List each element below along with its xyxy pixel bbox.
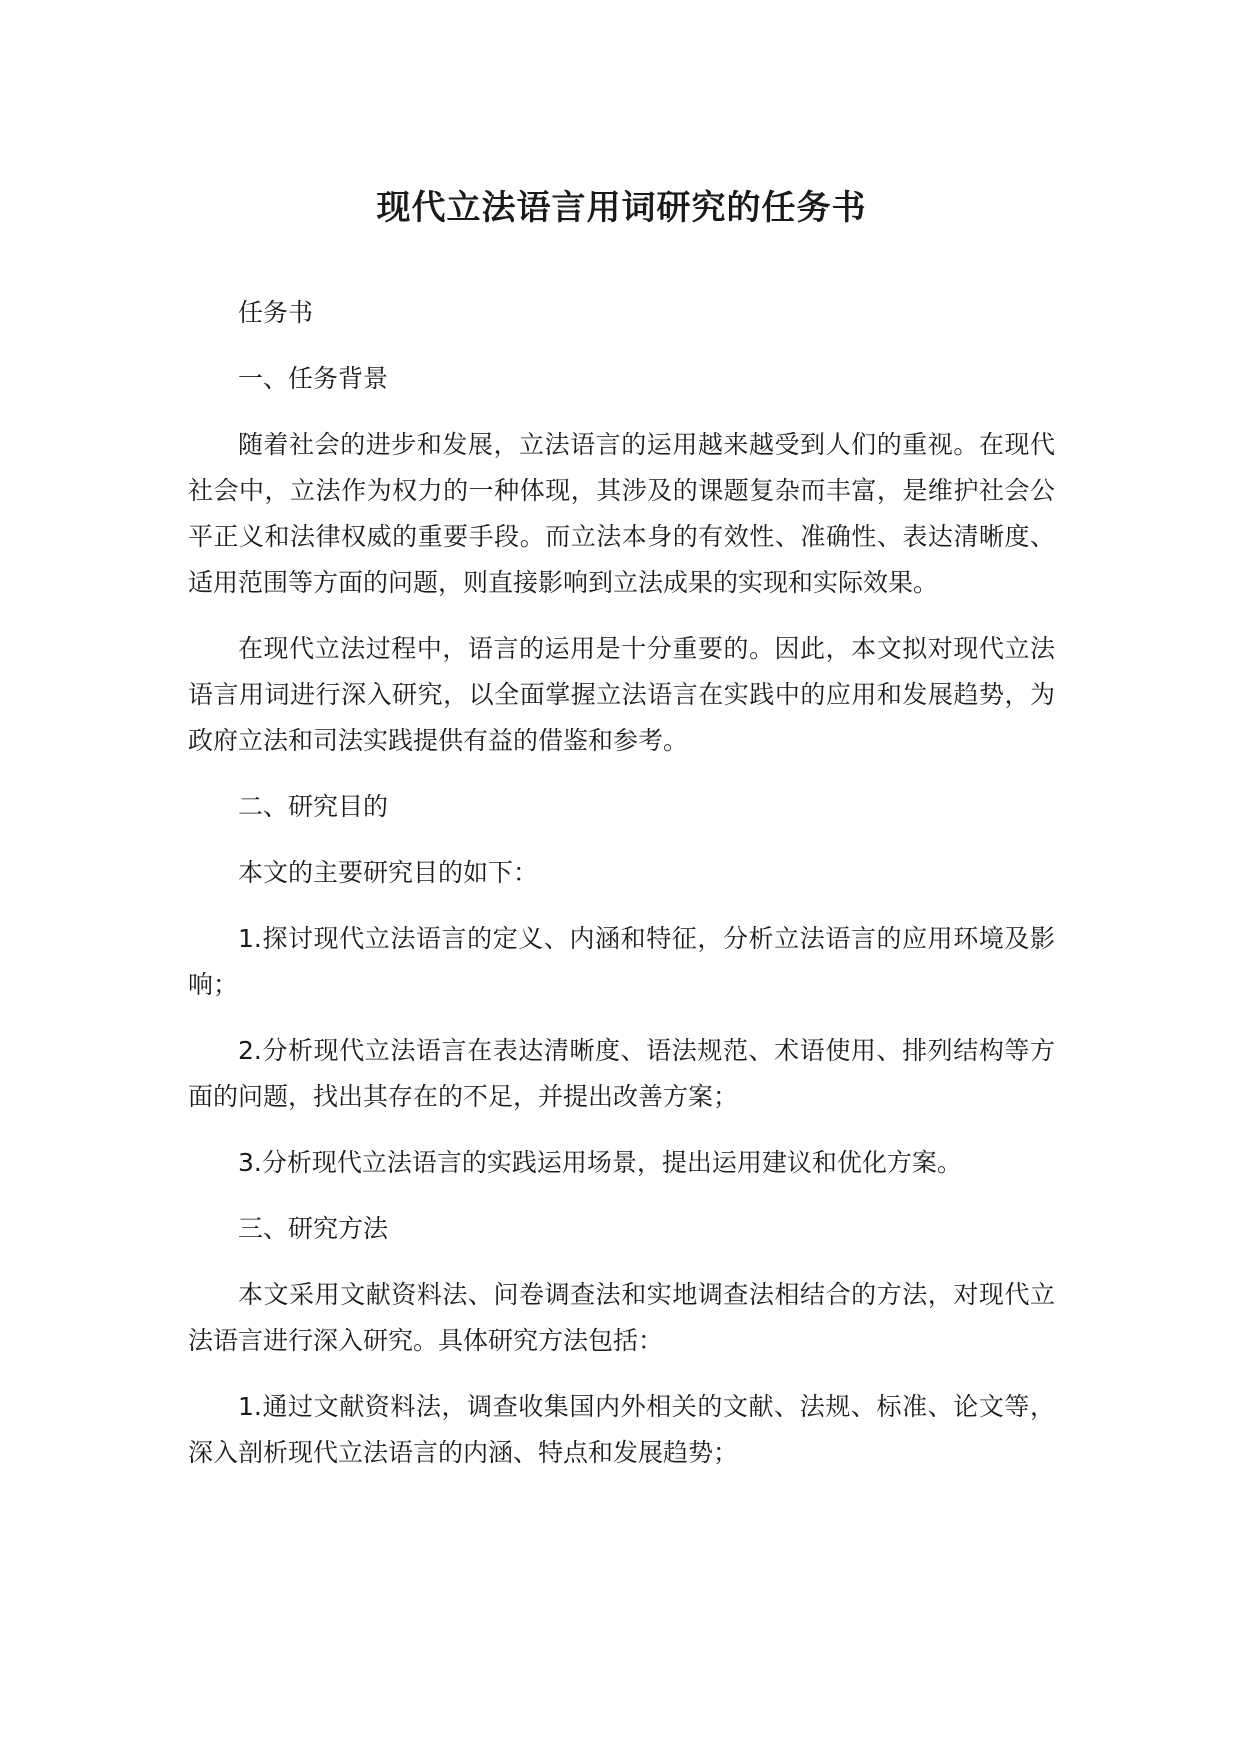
list-item-purpose-1: 1.探讨现代立法语言的定义、内涵和特征，分析立法语言的应用环境及影响； [188,924,1055,999]
heading-task-book: 任务书 [238,298,314,327]
paragraph-purpose-intro: 本文的主要研究目的如下： [238,858,539,887]
section-heading-purpose: 二、研究目的 [238,792,389,821]
paragraph-background-2: 在现代立法过程中，语言的运用是十分重要的。因此，本文拟对现代立法语言用词进行深入研究，以全面掌握立法语言在实践中的应用和发展趋势，为政府立法和司法实践提供有益的借鉴和参考。 [188,634,1055,755]
section-heading-method: 三、研究方法 [238,1214,389,1243]
list-item-purpose-2: 2.分析现代立法语言在表达清晰度、语法规范、术语使用、排列结构等方面的问题，找出其存在的不足，并提出改善方案； [188,1036,1055,1111]
document-body [188,290,1055,1476]
list-item-purpose-3: 3.分析现代立法语言的实践运用场景，提出运用建议和优化方案。 [238,1148,962,1177]
list-item-method-1: 1.通过文献资料法，调查收集国内外相关的文献、法规、标准、论文等，深入剖析现代立法语言的内涵、特点和发展趋势； [188,1392,1055,1467]
paragraph-background-1: 随着社会的进步和发展，立法语言的运用越来越受到人们的重视。在现代社会中，立法作为权力的一种体现，其涉及的课题复杂而丰富，是维护社会公平正义和法律权威的重要手段。而立法本身的有效性、准确性、表达清晰度、适用范围等方面的问题，则直接影响到立法成果的实现和实际效果。 [188,430,1055,597]
document-title: 现代立法语言用词研究的任务书 [376,188,867,228]
paragraph-method-intro: 本文采用文献资料法、问卷调查法和实地调查法相结合的方法，对现代立法语言进行深入研究。具体研究方法包括： [188,1280,1055,1355]
section-heading-background: 一、任务背景 [238,364,389,393]
